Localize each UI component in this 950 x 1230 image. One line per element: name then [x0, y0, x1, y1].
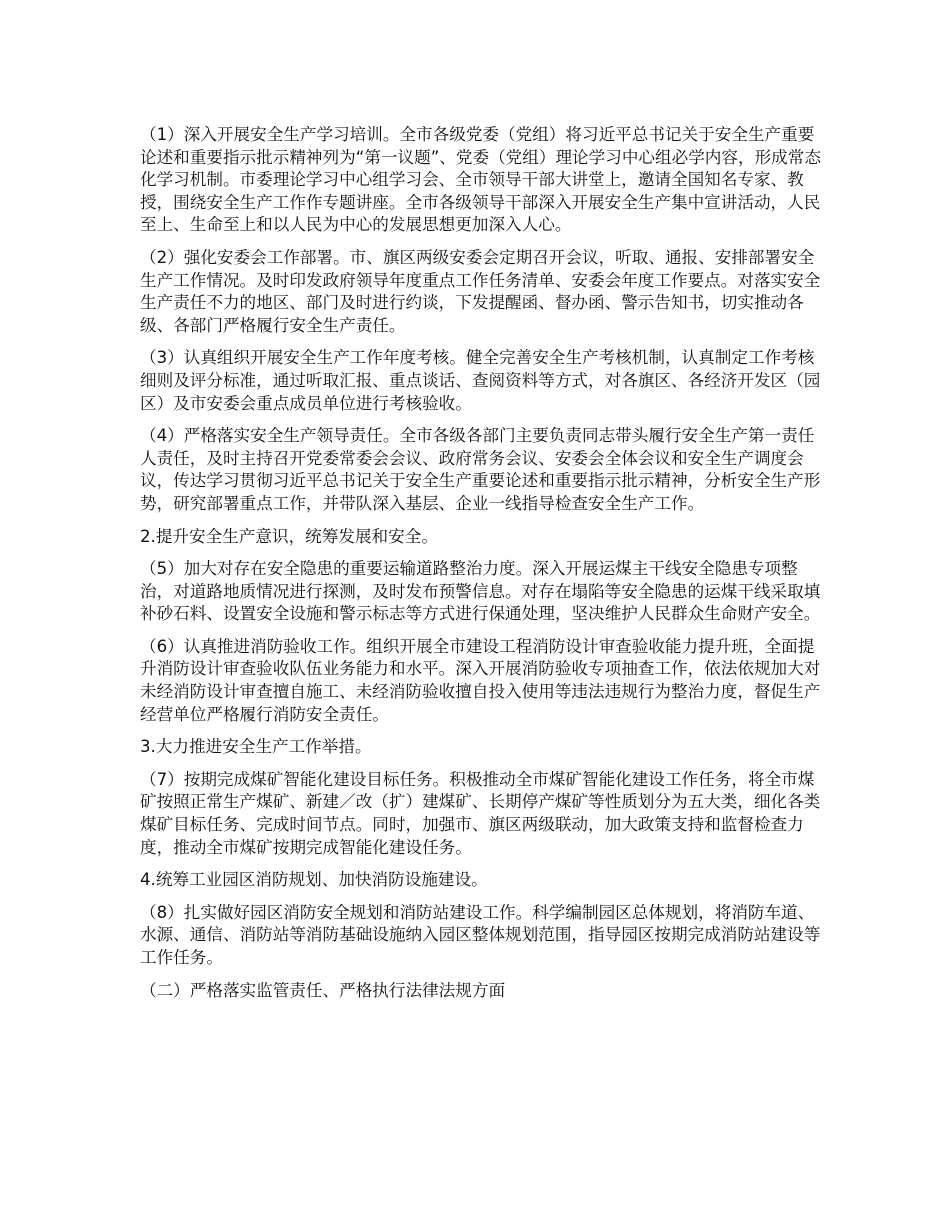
- document-body: [140, 124, 830, 1012]
- paragraph-3-annual-assessment: （3）认真组织开展安全生产工作年度考核。健全完善安全生产考核机制，认真制定工作考核细则及评分标准，通过听取汇报、重点谈话、查阅资料等方式，对各旗区、各经济开发区（园区）及市安委会重点成员单位进行考核验收。: [140, 348, 821, 413]
- paragraph-1-study-training: （1）深入开展安全生产学习培训。全市各级党委（党组）将习近平总书记关于安全生产重要论述和重要指示批示精神列为“第一议题”、党委（党组）理论学习中心组必学内容，形成常态化学习机制。市委理论学习中心组学习会、全市领导干部大讲堂上，邀请全国知名专家、教授，围绕安全生产工作作专题讲座。全市各级领导干部深入开展安全生产集中宣讲活动，人民至上、生命至上和以人民为中心的发展思想更加深入人心。: [140, 125, 821, 235]
- section-heading-2: 2.提升安全生产意识，统筹发展和安全。: [140, 526, 438, 546]
- section-heading-part-2: （二）严格落实监管责任、严格执行法律法规方面: [140, 980, 506, 1000]
- paragraph-2-safety-committee: （2）强化安委会工作部署。市、旗区两级安委会定期召开会议，听取、通报、安排部署安全生产工作情况。及时印发政府领导年度重点工作任务清单、安委会年度工作要点。对落实安全生产责任不力的地区、部门及时进行约谈，下发提醒函、督办函、警示告知书，切实推动各级、各部门严格履行安全生产责任。: [140, 247, 821, 335]
- section-heading-3: 3.大力推进安全生产工作举措。: [140, 737, 372, 757]
- paragraph-4-leadership-responsibility: （4）严格落实安全生产领导责任。全市各级各部门主要负责同志带头履行安全生产第一责任人责任，及时主持召开党委常委会会议、政府常务会议、安委会全体会议和安全生产调度会议，传达学习贯彻习近平总书记关于安全生产重要论述和重要指示批示精神，分析安全生产形势，研究部署重点工作，并带队深入基层、企业一线指导检查安全生产工作。: [140, 426, 821, 513]
- paragraph-6-fire-acceptance: （6）认真推进消防验收工作。组织开展全市建设工程消防设计审查验收能力提升班，全面提升消防设计审查验收队伍业务能力和水平。深入开展消防验收专项抽查工作，依法依规加大对未经消防设计审查擅自施工、未经消防验收擅自投入使用等违法违规行为整治力度，督促生产经营单位严格履行消防安全责任。: [140, 636, 821, 724]
- section-heading-4: 4.统筹工业园区消防规划、加快消防设施建设。: [140, 870, 488, 890]
- paragraph-7-coal-mine-intelligence: （7）按期完成煤矿智能化建设目标任务。积极推动全市煤矿智能化建设工作任务，将全市煤矿按照正常生产煤矿、新建／改（扩）建煤矿、长期停产煤矿等性质划分为五大类，细化各类煤矿目标任务、完成时间节点。同时，加强市、旗区两级联动，加大政策支持和监督检查力度，推动全市煤矿按期完成智能化建设任务。: [140, 769, 821, 857]
- paragraph-8-park-fire-planning: （8）扎实做好园区消防安全规划和消防站建设工作。科学编制园区总体规划，将消防车道、水源、通信、消防站等消防基础设施纳入园区整体规划范围，指导园区按期完成消防站建设等工作任务。: [140, 902, 821, 967]
- paragraph-5-road-rectification: （5）加大对存在安全隐患的重要运输道路整治力度。深入开展运煤主干线安全隐患专项整治，对道路地质情况进行探测，及时发布预警信息。对存在塌陷等安全隐患的运煤干线采取填补砂石料、设置安全设施和警示标志等方式进行保通处理，坚决维护人民群众生命财产安全。: [140, 559, 821, 624]
